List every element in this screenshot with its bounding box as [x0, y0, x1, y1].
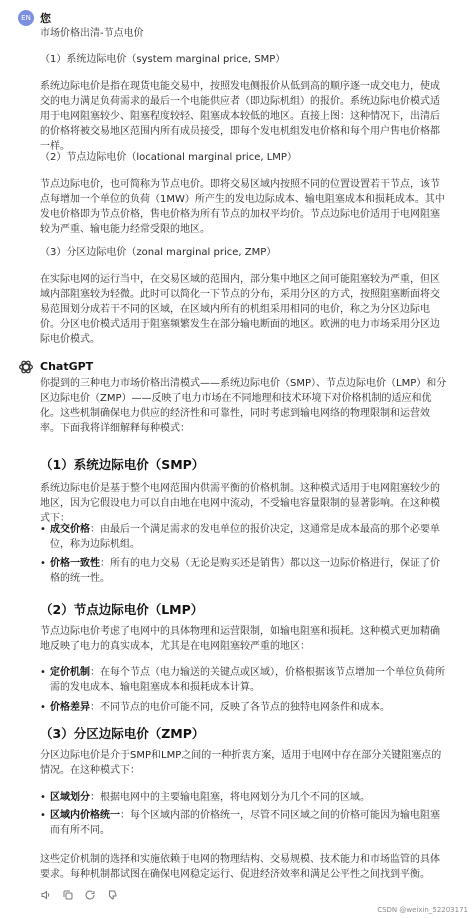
user-avatar: EN — [18, 10, 34, 26]
bot-intro: 你提到的三种电力市场价格出清模式——系统边际电价（SMP）、节点边际电价（LMP）和分区边际电价（ZMP）——反映了电力市场在不同地理和技术环境下对价格机制的适应和优化。这些机制确保电力供应的经济性和可靠性，同时考虑到输电网络的物理限制和运营效率。下面我将详细解释每种模式： — [40, 378, 447, 434]
regenerate-icon[interactable] — [84, 886, 96, 898]
bot-heading-lmp: （2）节点边际电价（LMP） — [40, 602, 204, 617]
user-s2-head: （2）节点边际电价（locational marginal price, LMP） — [40, 152, 297, 163]
watermark: CSDN @weixin_52203171 — [377, 906, 468, 914]
list-item: • 价格差异：不同节点的电价可能不同，反映了各节点的独特电网条件和成本。 — [40, 700, 448, 715]
bot-heading-zmp: （3）分区边际电价（ZMP） — [40, 726, 205, 741]
bot-name: ChatGPT — [40, 360, 94, 373]
user-s2-body: 节点边际电价，也可简称为节点电价。即将交易区域内按照不同的位置设置若干节点，该节点每增加一个单位的负荷（1MW）所产生的发电边际成本、输电阻塞成本和损耗成本。其中发电价格即为节点价格，售电价格为所有节点的加权平均价。节点边际电价适用于电网阻塞较为严重、输电能力经常受限的地区。 — [40, 179, 445, 235]
user-title: 市场价格出清-节点电价 — [40, 28, 144, 39]
list-item: • 价格一致性：所有的电力交易（无论是购买还是销售）都以这一边际价格进行，保证了价格的统一性。 — [40, 556, 448, 586]
bot-heading-smp: （1）系统边际电价（SMP） — [40, 457, 205, 472]
user-s1-head: （1）系统边际电价（system marginal price, SMP） — [40, 54, 286, 65]
list-item: • 区域划分：根据电网中的主要输电阻塞，将电网划分为几个不同的区域。 — [40, 790, 448, 805]
bot-zmp-para: 分区边际电价是介于SMP和LMP之间的一种折衷方案，适用于电网中存在部分关键阻塞点的情况。在这种模式下： — [40, 750, 442, 776]
user-name: 您 — [40, 12, 51, 25]
user-s3-head: （3）分区边际电价（zonal marginal price, ZMP） — [40, 247, 277, 258]
user-s3-body: 在实际电网的运行当中，在交易区域的范围内，部分集中地区之间可能阻塞较为严重，但区域内部阻塞较为轻微。此时可以简化一下节点的分布，采用分区的方式，按照阻塞断面将交易范围划分成若干不同的区域，在区域内所有的机组采用相同的电价，称之为分区边际电价。分区电价模式适用于阻塞频繁发生在部分输电断面的地区。欧洲的电力市场采用分区边际电价模式。 — [40, 274, 440, 345]
bot-lmp-para: 节点边际电价考虑了电网中的具体物理和运营限制，如输电阻塞和损耗。这种模式更加精确地反映了电力的真实成本，尤其是在电网阻塞较严重的地区： — [40, 626, 440, 652]
copy-icon[interactable] — [62, 886, 74, 898]
chatgpt-logo-icon — [17, 358, 35, 376]
list-item: • 区域内价格统一：每个区域内部的价格统一，尽管不同区域之间的价格可能因为输电阻塞而有所不同。 — [40, 808, 448, 838]
bot-outro: 这些定价机制的选择和实施依赖于电网的物理结构、交易规模、技术能力和市场监管的具体要求。每种机制都试图在确保电网稳定运行、促进经济效率和满足公平性之间找到平衡。 — [40, 854, 440, 880]
thumbs-down-icon[interactable] — [106, 886, 118, 898]
message-actions — [40, 886, 118, 898]
bot-smp-para: 系统边际电价是基于整个电网范围内供需平衡的价格机制。这种模式适用于电网阻塞较少的地区，因为它假设电力可以自由地在电网中流动，不受输电容量限制的显著影响。在这种模式下： — [40, 483, 440, 524]
user-s1-body: 系统边际电价是指在现货电能交易中，按照发电侧报价从低到高的顺序逐一成交电力，使成交的电力满足负荷需求的最后一个电能供应者（即边际机组）的报价。系统边际电价模式适用于电网阻塞较少、阻塞程度较轻、阻塞成本较低的地区。直接上图：这种情况下，出清后的价格将被交易地区范围内所有成员接受，即每个发电机组发电价格和每个用户售电价格都一样。 — [40, 81, 440, 152]
speaker-icon[interactable] — [40, 886, 52, 898]
list-item: • 成交价格：由最后一个满足需求的发电单位的报价决定，这通常是成本最高的那个必要单位，称为边际机组。 — [40, 522, 448, 552]
list-item: • 定价机制：在每个节点（电力输送的关键点或区域），价格根据该节点增加一个单位负荷所需的发电成本、输电阻塞成本和损耗成本计算。 — [40, 665, 448, 695]
